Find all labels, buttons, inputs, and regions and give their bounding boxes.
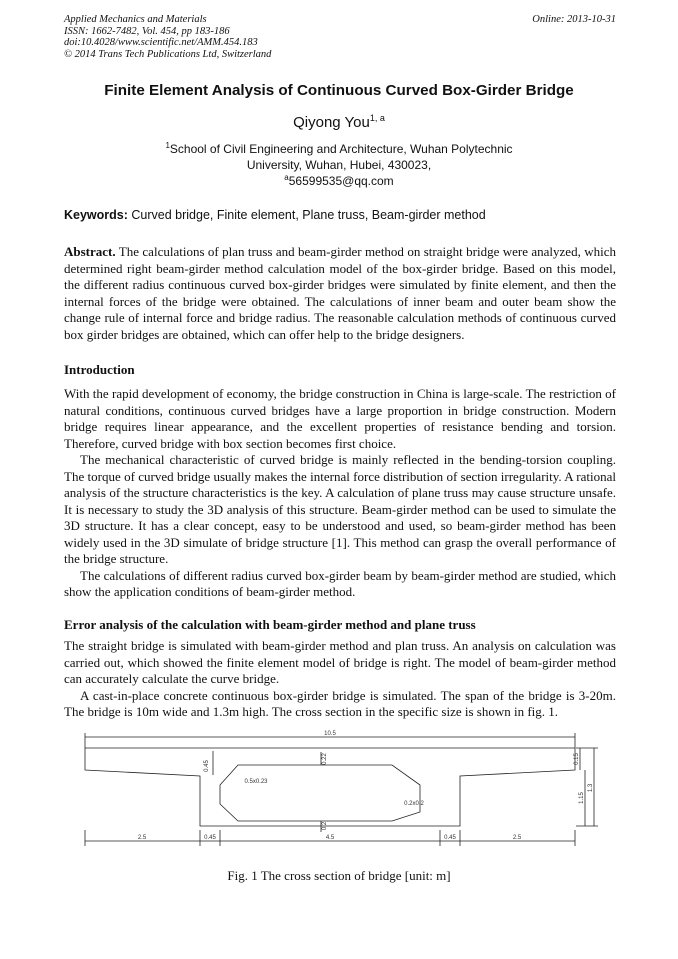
deck-outline <box>85 748 575 826</box>
email-address: 56599535@qq.com <box>288 174 394 188</box>
keywords-label: Keywords: <box>64 208 128 222</box>
dim-top-width: 10.5 <box>324 731 336 737</box>
online-date: Online: 2013-10-31 <box>532 14 616 25</box>
cross-section-drawing <box>80 726 610 856</box>
author-line <box>0 113 678 131</box>
abstract <box>64 244 616 343</box>
keywords <box>64 208 616 222</box>
author-name: Qiyong You <box>293 114 370 131</box>
paper-title: Finite Element Analysis of Continuous Curved Box-Girder Bridge <box>104 82 574 99</box>
dim-overhang-right: 2.5 <box>512 835 522 841</box>
journal-name: Applied Mechanics and Materials <box>64 14 207 25</box>
copyright-line: © 2014 Trans Tech Publications Ltd, Switzerland <box>64 48 272 60</box>
dim-flange-root: 0.45 <box>204 760 210 772</box>
dim-top-chamfer: 0.5x0.23 <box>244 779 268 785</box>
affiliation <box>0 138 678 173</box>
affiliation-sup: 1 <box>165 141 170 150</box>
cross-section-figure <box>80 726 610 856</box>
introduction-heading: Introduction <box>64 362 135 377</box>
email-sup: a <box>284 173 289 182</box>
dim-right-tip: 0.15 <box>574 753 580 765</box>
error-analysis-heading: Error analysis of the calculation with beam-girder method and plane truss <box>64 617 476 632</box>
doi-line: doi:10.4028/www.scientific.net/AMM.454.183 <box>64 37 258 48</box>
keywords-text: Curved bridge, Finite element, Plane truss, Beam-girder method <box>127 208 486 222</box>
journal-header <box>64 14 616 60</box>
dim-total-height: 1.3 <box>588 783 594 793</box>
introduction-paragraph: The mechanical characteristic of curved bridge is mainly reflected in the bending-torsion coupling. The torque of curved bridge usually makes the internal force distribution of section irregularity. A rational analysis of the structure characteristics is the key. A calculation of plane truss may cause structure unsafe. It is necessary to study the 3D analysis of this structure. Beam-girder method can be used to simulate the 3D structure. It has a clear concept, easy to be understood and used, so beam-girder method has been widely used in the 3D simulate of bridge structure [1]. This method can grasp the overall performance of the bridge structure. <box>64 452 616 566</box>
introduction-paragraph: With the rapid development of economy, the bridge construction in China is large-scale. The restriction of natural conditions, continuous curved bridges have a large proportion in bridge construction. Modern bridge requires linear appearance, and the excellent properties of resistance bending and torsion. Therefore, curved bridge with box section becomes first choice. <box>64 386 616 451</box>
dim-bottom-chamfer: 0.2x0.2 <box>404 801 424 807</box>
error-analysis-body <box>64 638 616 721</box>
abstract-text: The calculations of plan truss and beam-girder method on straight bridge were analyzed, which determined right beam-girder method calculation model of the box-girder bridge. Based on this model, the different radius continuous curved box-girder bridges were simulated by finite element, and then the internal forces of the bridge were obtained. The calculations of inner beam and outer beam show the change rule of internal force and bridge radius. The reasonable calculation methods of continuous curved box girder bridges are obtained, which can offer help to the bridge designers. <box>64 244 616 342</box>
dim-top-slab: 0.22 <box>322 753 328 765</box>
author-sup: 1, a <box>369 113 385 123</box>
introduction-body <box>64 386 616 601</box>
dim-bottom-slab: 0.2 <box>322 821 328 831</box>
figure-caption: Fig. 1 The cross section of bridge [unit: m] <box>227 868 451 883</box>
dim-web-depth: 1.15 <box>579 792 585 804</box>
error-analysis-paragraph: A cast-in-place concrete continuous box-girder bridge is simulated. The span of the bridge is 3-20m. The bridge is 10m wide and 1.3m high. The cross section in the specific size is shown in fig. 1. <box>64 687 616 719</box>
dim-web-right: 0.45 <box>444 835 456 841</box>
dim-web-left: 0.45 <box>204 835 216 841</box>
error-analysis-paragraph: The straight bridge is simulated with beam-girder method and plan truss. An analysis on calculation was carried out, which showed the finite element model of bridge is right. The model of beam-girder method can accurately calculate the curve bridge. <box>64 638 616 686</box>
affiliation-line-2: University, Wuhan, Hubei, 430023, <box>246 158 432 172</box>
abstract-label: Abstract. <box>64 244 116 259</box>
dim-box-width: 4.5 <box>325 835 335 841</box>
introduction-paragraph: The calculations of different radius curved box-girder beam by beam-girder method are studied, which show the application conditions of beam-girder method. <box>64 567 616 599</box>
affiliation-line-1: School of Civil Engineering and Architecture, Wuhan Polytechnic <box>169 142 513 156</box>
dim-overhang-left: 2.5 <box>137 835 147 841</box>
issn-line: ISSN: 1662-7482, Vol. 454, pp 183-186 <box>64 25 230 37</box>
email-line <box>0 173 678 188</box>
box-cell <box>220 765 420 821</box>
